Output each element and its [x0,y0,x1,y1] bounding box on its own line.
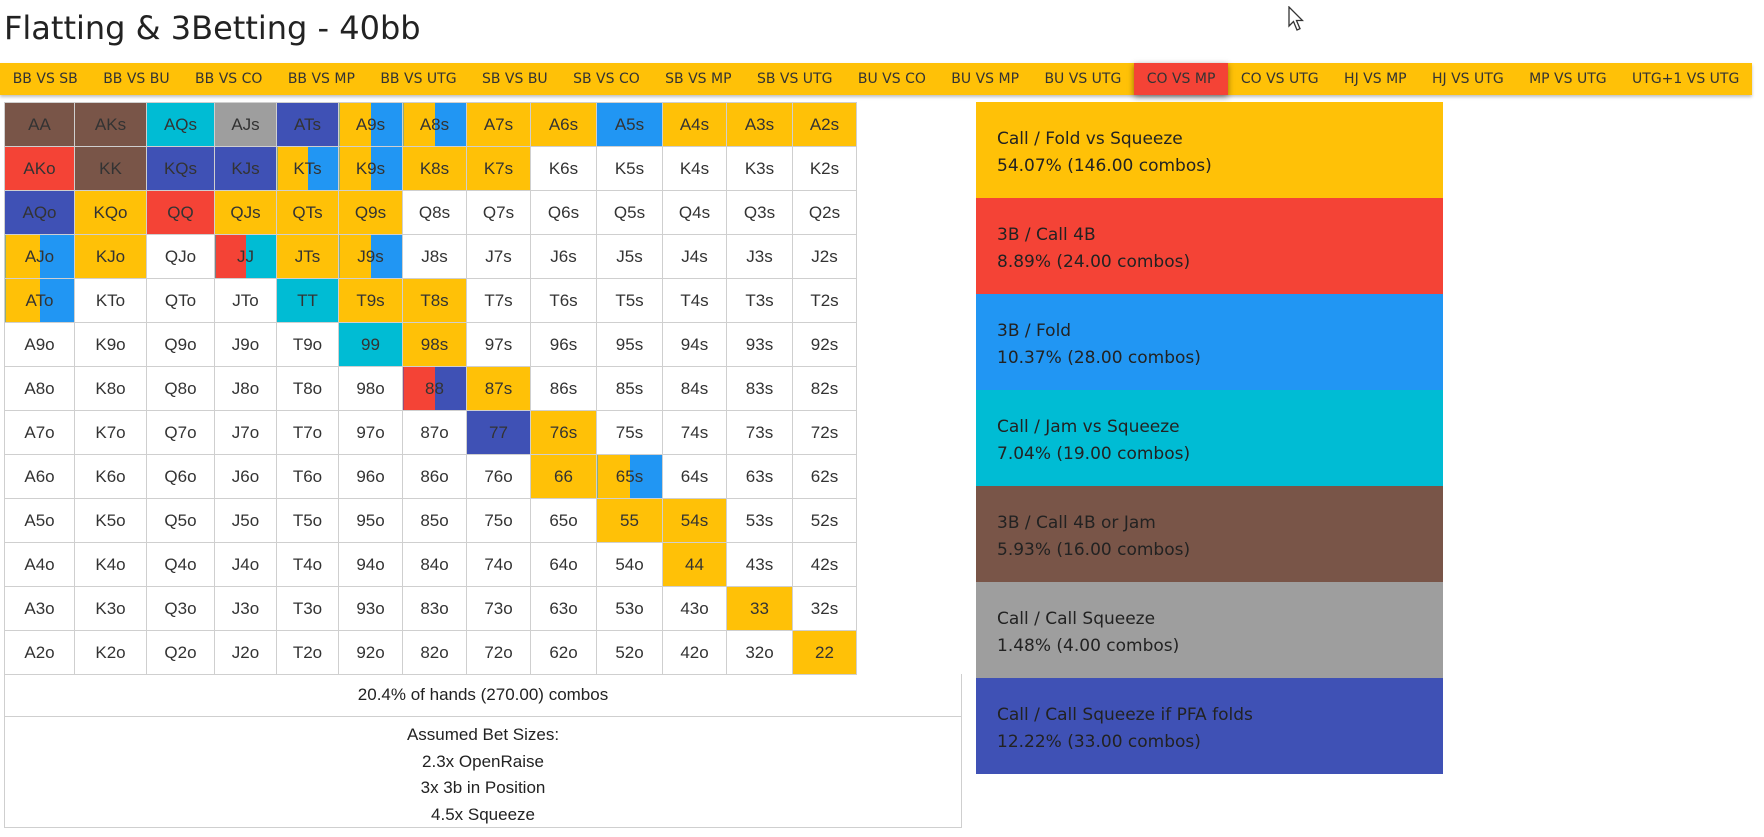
hand-cell[interactable]: J7o [215,411,277,455]
legend-action-name: Call / Call Squeeze [997,609,1156,629]
tab-sb-vs-bu[interactable]: SB VS BU [481,71,548,87]
hand-cell[interactable]: TT [277,279,339,323]
legend-item [976,678,1443,774]
hand-cell[interactable]: J4o [215,543,277,587]
hand-cell[interactable]: 54o [597,543,663,587]
hand-cell[interactable]: Q9s [339,191,403,235]
legend-action-percent: 5.93% (16.00 combos) [997,540,1191,560]
hand-cell[interactable]: 76s [531,411,597,455]
legend-action-name: 3B / Fold [997,321,1072,341]
hand-cell[interactable]: KTs [277,147,339,191]
legend-item [976,102,1443,198]
legend-action-percent: 1.48% (4.00 combos) [997,636,1180,656]
grid-row [5,411,857,455]
hand-cell[interactable]: 72s [793,411,857,455]
hand-cell[interactable]: KK [75,147,147,191]
hand-cell[interactable]: A6o [5,455,75,499]
hand-cell[interactable]: T8o [277,367,339,411]
range-summary [4,674,962,828]
hand-cell[interactable]: K8s [403,147,467,191]
grid-row [5,455,857,499]
tab-bb-vs-utg[interactable]: BB VS UTG [380,71,457,87]
hand-cell[interactable]: T2o [277,631,339,675]
hand-cell[interactable]: T6s [531,279,597,323]
tab-sb-vs-co[interactable]: SB VS CO [573,71,640,87]
hand-cell[interactable]: 73s [727,411,793,455]
hand-cell[interactable]: 53o [597,587,663,631]
hand-cell[interactable]: Q9o [147,323,215,367]
hand-cell[interactable]: 96s [531,323,597,367]
hand-cell[interactable]: A2s [793,103,857,147]
legend-item [976,294,1443,390]
hand-cell[interactable]: K3s [727,147,793,191]
hand-cell[interactable]: 74o [467,543,531,587]
hand-cell[interactable]: T9o [277,323,339,367]
hand-cell[interactable]: 88 [403,367,467,411]
hand-cell[interactable]: A4o [5,543,75,587]
hand-cell[interactable]: T3o [277,587,339,631]
hand-cell[interactable]: QJo [147,235,215,279]
legend-action-percent: 8.89% (24.00 combos) [997,252,1191,272]
hand-cell[interactable]: 52o [597,631,663,675]
hand-cell[interactable]: 99 [339,323,403,367]
hand-cell[interactable]: QTs [277,191,339,235]
legend-action-percent: 10.37% (28.00 combos) [997,348,1201,368]
tab-sb-vs-utg[interactable]: SB VS UTG [756,71,833,87]
hand-cell[interactable]: 22 [793,631,857,675]
hand-cell[interactable]: T4o [277,543,339,587]
legend-action-name: Call / Jam vs Squeeze [997,417,1180,437]
hand-cell[interactable]: JTo [215,279,277,323]
hand-cell[interactable]: 42o [663,631,727,675]
hand-cell[interactable]: 65s [597,455,663,499]
grid-row [5,279,857,323]
hand-cell[interactable]: 96o [339,455,403,499]
hand-cell[interactable]: K5o [75,499,147,543]
tab-mp-vs-utg[interactable]: MP VS UTG [1529,71,1607,87]
hand-cell[interactable]: Q7o [147,411,215,455]
hand-cell[interactable]: ATo [5,279,75,323]
hand-cell[interactable]: 84o [403,543,467,587]
legend-item [976,486,1443,582]
hand-cell[interactable]: T7o [277,411,339,455]
hand-cell[interactable]: A5o [5,499,75,543]
hand-cell[interactable]: 75o [467,499,531,543]
tab-utg-1-vs-utg[interactable]: UTG+1 VS UTG [1632,71,1740,87]
hand-cell[interactable]: 94s [663,323,727,367]
hand-cell[interactable]: 65o [531,499,597,543]
hand-cell[interactable]: J9s [339,235,403,279]
tab-bu-vs-utg[interactable]: BU VS UTG [1044,71,1122,87]
legend-action-name: 3B / Call 4B or Jam [997,513,1156,533]
matchup-tab-bar [0,63,1752,95]
hand-cell[interactable]: 97o [339,411,403,455]
hand-cell[interactable]: JTs [277,235,339,279]
hand-cell[interactable]: J8o [215,367,277,411]
hand-cell[interactable]: 44 [663,543,727,587]
hand-cell[interactable]: 86o [403,455,467,499]
legend-action-percent: 7.04% (19.00 combos) [997,444,1191,464]
hand-cell[interactable]: J2s [793,235,857,279]
hand-cell[interactable]: 82o [403,631,467,675]
hand-cell[interactable]: AKs [75,103,147,147]
hand-cell[interactable]: Q4o [147,543,215,587]
grid-row [5,323,857,367]
hand-cell[interactable]: 63s [727,455,793,499]
hand-cell[interactable]: A3o [5,587,75,631]
hand-cell[interactable]: 32s [793,587,857,631]
grid-row [5,631,857,675]
hand-cell[interactable]: 92o [339,631,403,675]
legend-action-percent: 12.22% (33.00 combos) [997,732,1201,752]
assumed-title: Assumed Bet Sizes: [406,725,560,744]
hand-cell[interactable]: J8s [403,235,467,279]
tab-co-vs-utg[interactable]: CO VS UTG [1240,71,1319,87]
hand-cell[interactable]: A3s [727,103,793,147]
hand-cell[interactable]: Q6s [531,191,597,235]
hand-cell[interactable]: T5s [597,279,663,323]
hand-cell[interactable]: 73o [467,587,531,631]
tab-bu-vs-mp[interactable]: BU VS MP [951,71,1020,87]
hand-cell[interactable]: A9o [5,323,75,367]
tab-hj-vs-utg[interactable]: HJ VS UTG [1432,71,1504,87]
hand-cell[interactable]: Q3s [727,191,793,235]
hand-cell[interactable]: J3o [215,587,277,631]
hand-cell[interactable]: K8o [75,367,147,411]
hand-cell[interactable]: J6s [531,235,597,279]
hand-cell[interactable]: AQo [5,191,75,235]
legend-action-name: Call / Fold vs Squeeze [997,129,1183,149]
hand-cell[interactable]: K4s [663,147,727,191]
hand-cell[interactable]: T4s [663,279,727,323]
hand-cell[interactable]: 33 [727,587,793,631]
hand-cell[interactable]: A7s [467,103,531,147]
hand-cell[interactable]: 83s [727,367,793,411]
hand-cell[interactable]: KQs [147,147,215,191]
hand-cell[interactable]: 86s [531,367,597,411]
hand-cell[interactable]: K6o [75,455,147,499]
assumed-bet-sizes [5,717,961,828]
grid-row [5,235,857,279]
hand-cell[interactable]: A9s [339,103,403,147]
hand-cell[interactable]: 98o [339,367,403,411]
hand-cell[interactable]: A6s [531,103,597,147]
hand-cell[interactable]: AJs [215,103,277,147]
hand-cell[interactable]: 54s [663,499,727,543]
hand-cell[interactable]: K3o [75,587,147,631]
hand-cell[interactable]: Q4s [663,191,727,235]
hand-cell[interactable]: A8s [403,103,467,147]
hand-cell[interactable]: 76o [467,455,531,499]
hand-cell[interactable]: 62s [793,455,857,499]
grid-row [5,191,857,235]
hand-cell[interactable]: 95s [597,323,663,367]
hand-cell[interactable]: K7o [75,411,147,455]
hand-cell[interactable]: 72o [467,631,531,675]
legend-action-percent: 54.07% (146.00 combos) [997,156,1212,176]
hand-cell[interactable]: J4s [663,235,727,279]
legend-item [976,582,1443,678]
grid-row [5,103,857,147]
hand-cell[interactable]: 43s [727,543,793,587]
hand-cell[interactable]: Q3o [147,587,215,631]
hand-cell[interactable]: Q5s [597,191,663,235]
legend-action-name: 3B / Call 4B [997,225,1096,245]
hand-cell[interactable]: 75s [597,411,663,455]
hand-cell[interactable]: A5s [597,103,663,147]
tab-bb-vs-co[interactable]: BB VS CO [195,71,263,87]
tab-bb-vs-sb[interactable]: BB VS SB [12,71,78,87]
hand-cell[interactable]: A4s [663,103,727,147]
hand-cell[interactable]: 66 [531,455,597,499]
hand-cell[interactable]: 92s [793,323,857,367]
mouse-cursor-icon [1288,6,1304,32]
hand-cell[interactable]: 94o [339,543,403,587]
hand-cell[interactable]: Q2s [793,191,857,235]
legend-action-name: Call / Call Squeeze if PFA folds [997,705,1253,725]
bet-size-open: 2.3x OpenRaise [422,751,544,771]
hand-cell[interactable]: AA [5,103,75,147]
hand-cell[interactable]: K5s [597,147,663,191]
hand-cell[interactable]: T7s [467,279,531,323]
hand-cell[interactable]: Q7s [467,191,531,235]
legend-item [976,198,1443,294]
hand-cell[interactable]: Q5o [147,499,215,543]
hand-cell[interactable]: 62o [531,631,597,675]
hand-cell[interactable]: 95o [339,499,403,543]
grid-row [5,543,857,587]
hand-cell[interactable]: AJo [5,235,75,279]
action-legend [976,102,1443,774]
hand-cell[interactable]: J7s [467,235,531,279]
hand-cell[interactable]: 32o [727,631,793,675]
hand-cell[interactable]: K9s [339,147,403,191]
hand-cell[interactable]: KJs [215,147,277,191]
tab-sb-vs-mp[interactable]: SB VS MP [665,71,732,87]
hand-cell[interactable]: J2o [215,631,277,675]
tab-co-vs-mp[interactable]: CO VS MP [1134,63,1228,95]
hand-cell[interactable]: K2s [793,147,857,191]
hand-cell[interactable]: J5s [597,235,663,279]
hand-cell[interactable]: AKo [5,147,75,191]
hand-cell[interactable]: KJo [75,235,147,279]
page-title: Flatting & 3Betting - 40bb [4,9,421,47]
hand-cell[interactable]: 43o [663,587,727,631]
hand-cell[interactable]: T8s [403,279,467,323]
bet-size-3b: 3x 3b in Position [420,778,546,797]
hand-cell[interactable]: T6o [277,455,339,499]
hand-cell[interactable]: 87o [403,411,467,455]
hand-cell[interactable]: 97s [467,323,531,367]
hand-cell[interactable]: K2o [75,631,147,675]
tab-bb-vs-mp[interactable]: BB VS MP [287,71,355,87]
hand-cell[interactable]: 85s [597,367,663,411]
hand-cell[interactable]: 77 [467,411,531,455]
bet-size-squeeze: 4.5x Squeeze [431,804,535,824]
hand-cell[interactable]: A2o [5,631,75,675]
hand-cell[interactable]: KQo [75,191,147,235]
hand-cell[interactable]: J5o [215,499,277,543]
hand-cell[interactable]: 63o [531,587,597,631]
hand-cell[interactable]: J9o [215,323,277,367]
hand-cell[interactable]: 42s [793,543,857,587]
hand-cell[interactable]: QQ [147,191,215,235]
hand-cell[interactable]: JJ [215,235,277,279]
grid-row [5,499,857,543]
legend-item [976,390,1443,486]
hand-cell[interactable]: T5o [277,499,339,543]
tab-bu-vs-co[interactable]: BU VS CO [857,71,926,87]
hand-cell[interactable]: T3s [727,279,793,323]
hand-range-grid [4,102,857,675]
hand-cell[interactable]: 83o [403,587,467,631]
hand-cell[interactable]: 52s [793,499,857,543]
hand-cell[interactable]: K7s [467,147,531,191]
hand-cell[interactable]: AQs [147,103,215,147]
hand-cell[interactable]: 64o [531,543,597,587]
grid-row [5,147,857,191]
grid-row [5,367,857,411]
hand-cell[interactable]: K6s [531,147,597,191]
total-hands-text: 20.4% of hands (270.00) combos [5,674,961,717]
hand-cell[interactable]: 93o [339,587,403,631]
hand-cell[interactable]: QJs [215,191,277,235]
hand-cell[interactable]: A7o [5,411,75,455]
hand-cell[interactable]: T9s [339,279,403,323]
hand-cell[interactable]: 93s [727,323,793,367]
hand-cell[interactable]: Q6o [147,455,215,499]
hand-cell[interactable]: A8o [5,367,75,411]
tab-bb-vs-bu[interactable]: BB VS BU [103,71,170,87]
grid-row [5,587,857,631]
hand-cell[interactable]: J6o [215,455,277,499]
hand-cell[interactable]: 64s [663,455,727,499]
hand-cell[interactable]: 85o [403,499,467,543]
hand-cell[interactable]: 74s [663,411,727,455]
hand-cell[interactable]: QTo [147,279,215,323]
hand-cell[interactable]: 87s [467,367,531,411]
hand-cell[interactable]: 84s [663,367,727,411]
hand-cell[interactable]: K4o [75,543,147,587]
hand-cell[interactable]: KTo [75,279,147,323]
hand-cell[interactable]: 55 [597,499,663,543]
hand-cell[interactable]: 98s [403,323,467,367]
hand-cell[interactable]: Q8o [147,367,215,411]
hand-cell[interactable]: Q8s [403,191,467,235]
hand-cell[interactable]: ATs [277,103,339,147]
tab-hj-vs-mp[interactable]: HJ VS MP [1344,71,1407,87]
hand-cell[interactable]: 82s [793,367,857,411]
hand-cell[interactable]: 53s [727,499,793,543]
hand-cell[interactable]: T2s [793,279,857,323]
hand-cell[interactable]: K9o [75,323,147,367]
hand-cell[interactable]: Q2o [147,631,215,675]
hand-cell[interactable]: J3s [727,235,793,279]
